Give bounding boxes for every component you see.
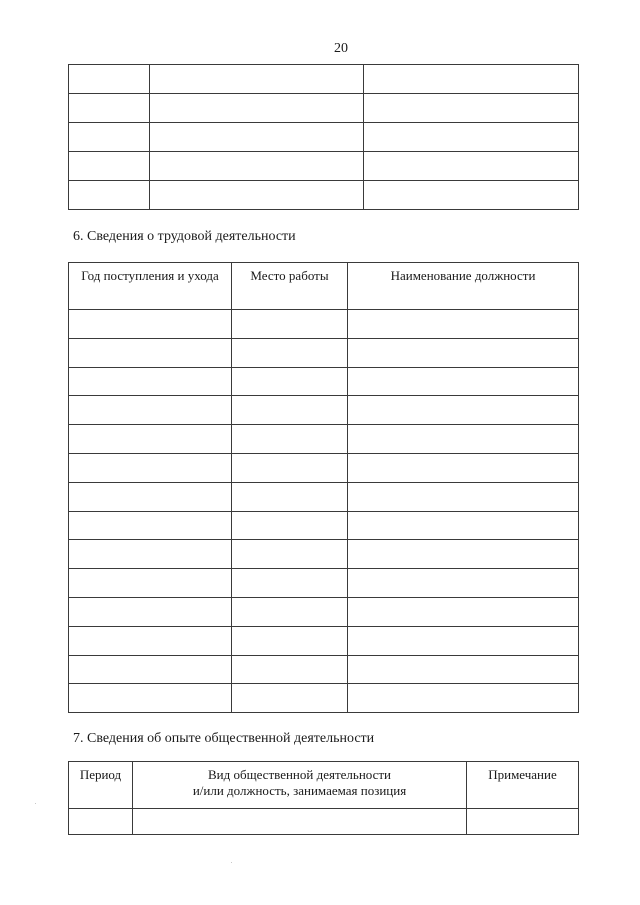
empty-cell: [232, 569, 348, 598]
empty-cell: [232, 597, 348, 626]
column-header-position: Наименование должности: [348, 263, 579, 310]
empty-cell: [150, 65, 364, 94]
empty-cell: [150, 181, 364, 210]
empty-cell: [348, 597, 579, 626]
empty-cell: [364, 152, 579, 181]
empty-cell: [69, 482, 232, 511]
empty-cell: [232, 655, 348, 684]
section-6-title: 6. Сведения о трудовой деятельности: [73, 229, 296, 244]
empty-cell: [232, 482, 348, 511]
empty-cell: [348, 684, 579, 713]
empty-cell: [232, 367, 348, 396]
empty-cell: [232, 684, 348, 713]
empty-cell: [150, 94, 364, 123]
empty-cell: [232, 396, 348, 425]
empty-cell: [232, 540, 348, 569]
empty-cell: [232, 453, 348, 482]
table-row: [69, 809, 579, 835]
table-row: [69, 540, 579, 569]
table-row: [69, 425, 579, 454]
empty-cell: [133, 809, 467, 835]
empty-cell: [348, 453, 579, 482]
table-row: [69, 123, 579, 152]
empty-cell: [69, 396, 232, 425]
empty-cell: [364, 123, 579, 152]
empty-cell: [232, 310, 348, 339]
empty-cell: [69, 123, 150, 152]
table-row: [69, 684, 579, 713]
empty-cell: [69, 181, 150, 210]
column-header-period: Период: [69, 762, 133, 809]
table-row: [69, 65, 579, 94]
empty-cell: [69, 626, 232, 655]
empty-cell: [69, 338, 232, 367]
empty-cell: [348, 511, 579, 540]
column-header-activity: Вид общественной деятельности и/или должность, занимаемая позиция: [133, 762, 467, 809]
empty-cell: [69, 540, 232, 569]
scan-speck: [35, 803, 36, 804]
empty-cell: [69, 453, 232, 482]
empty-cell: [69, 94, 150, 123]
empty-cell: [69, 367, 232, 396]
empty-cell: [69, 809, 133, 835]
table-row: [69, 94, 579, 123]
empty-cell: [69, 684, 232, 713]
empty-cell: [69, 655, 232, 684]
empty-cell: [348, 482, 579, 511]
page-number: 20: [334, 41, 348, 56]
section-7-title: 7. Сведения об опыте общественной деятельности: [73, 731, 375, 746]
empty-cell: [364, 94, 579, 123]
labor-activity-table: [68, 262, 579, 713]
column-header-workplace: Место работы: [232, 263, 348, 310]
empty-cell: [348, 338, 579, 367]
table-row: [69, 482, 579, 511]
table-row: [69, 511, 579, 540]
column-header-note: Примечание: [467, 762, 579, 809]
table-row: [69, 626, 579, 655]
empty-cell: [232, 511, 348, 540]
empty-cell: [364, 181, 579, 210]
empty-cell: [348, 626, 579, 655]
empty-cell: [467, 809, 579, 835]
public-activity-table: [68, 761, 579, 835]
empty-cell: [150, 152, 364, 181]
empty-cell: [348, 367, 579, 396]
empty-cell: [348, 569, 579, 598]
empty-cell: [348, 396, 579, 425]
empty-cell: [348, 310, 579, 339]
empty-cell: [232, 338, 348, 367]
column-header-years: Год поступления и ухода: [69, 263, 232, 310]
empty-cell: [69, 569, 232, 598]
table-row: [69, 396, 579, 425]
empty-cell: [69, 310, 232, 339]
table-row: [69, 453, 579, 482]
table-row: [69, 569, 579, 598]
empty-cell: [69, 65, 150, 94]
empty-cell: [348, 655, 579, 684]
empty-cell: [69, 597, 232, 626]
empty-cell: [69, 425, 232, 454]
continued-table: [68, 64, 579, 210]
empty-cell: [69, 511, 232, 540]
table-row: [69, 338, 579, 367]
empty-cell: [348, 425, 579, 454]
table-row: [69, 655, 579, 684]
empty-cell: [69, 152, 150, 181]
table-row: [69, 152, 579, 181]
scan-speck: [231, 862, 232, 863]
empty-cell: [150, 123, 364, 152]
empty-cell: [348, 540, 579, 569]
table-row: [69, 367, 579, 396]
table-row: [69, 181, 579, 210]
table-row: [69, 597, 579, 626]
empty-cell: [232, 626, 348, 655]
empty-cell: [232, 425, 348, 454]
empty-cell: [364, 65, 579, 94]
table-row: [69, 310, 579, 339]
